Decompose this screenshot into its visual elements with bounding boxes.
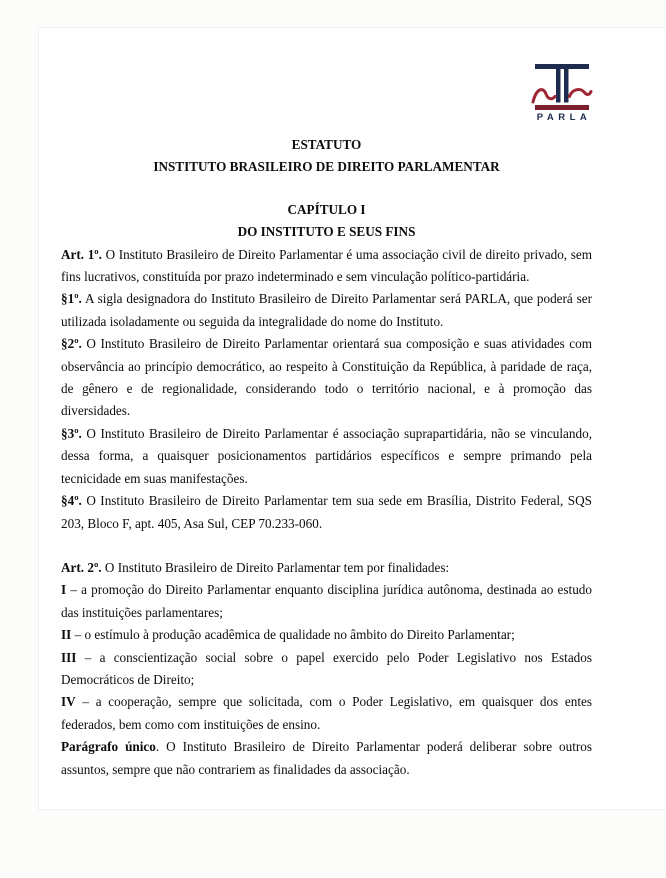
paragraph-text: O Instituto Brasileiro de Direito Parlamentar tem por finalidades:	[101, 559, 450, 575]
chapter-subheading: DO INSTITUTO E SEUS FINS	[237, 224, 416, 240]
paragraph-label: IV	[61, 694, 76, 710]
paragraph-art-1	[61, 244, 592, 289]
document-content	[61, 134, 592, 781]
paragraph-label: §3º.	[61, 425, 82, 441]
paragraph-text: – a cooperação, sempre que solicitada, com o Poder Legislativo, em quaisquer dos entes federados, bem como com instituições de ensino.	[61, 694, 592, 732]
parla-column-icon	[531, 62, 593, 110]
paragraph-label: Parágrafo único	[61, 739, 156, 755]
paragraph-label: §1º.	[61, 291, 82, 307]
chapter-heading: CAPÍTULO I	[287, 201, 366, 217]
document-title: ESTATUTO	[291, 137, 362, 152]
paragraph-item-iv	[61, 691, 592, 736]
paragraph-text: A sigla designadora do Instituto Brasileiro de Direito Parlamentar será PARLA, que poderá ser utilizada isoladamente ou seguida da integralidade do nome do Instituto.	[61, 291, 592, 329]
paragraph-text: O Instituto Brasileiro de Direito Parlamentar orientará sua composição e suas atividades com observância ao princípio democrático, ao respeito à Constituição da República, à paridade de raça, de gênero e de regionalidade, considerando todo o território nacional, e à promoção das diversidades.	[61, 336, 592, 419]
paragraph-label: §2º.	[61, 336, 82, 352]
paragraph-label: I	[61, 582, 67, 598]
paragraph-text: . O Instituto Brasileiro de Direito Parlamentar poderá deliberar sobre outros assuntos, sempre que não contrariem as finalidades da associação.	[61, 739, 592, 777]
paragraph-art1-par3	[61, 423, 592, 490]
paragraph-art-2	[61, 557, 592, 579]
logo-wordmark: PARLA	[536, 112, 592, 123]
paragraph-text: – a conscientização social sobre o papel exercido pelo Poder Legislativo nos Estados Democráticos de Direito;	[61, 649, 592, 687]
paragraph-label: Art. 1º.	[61, 246, 102, 262]
paragraph-text: O Instituto Brasileiro de Direito Parlamentar tem sua sede em Brasília, Distrito Federal, SQS 203, Bloco F, apt. 405, Asa Sul, CEP 70.233-060.	[61, 493, 592, 531]
paragraph-art1-par4	[61, 490, 592, 535]
paragraph-text: – o estímulo à produção acadêmica de qualidade no âmbito do Direito Parlamentar;	[71, 627, 515, 643]
paragraph-item-ii	[61, 624, 592, 646]
paragraph-text: O Instituto Brasileiro de Direito Parlamentar é associação suprapartidária, não se vinculando, dessa forma, a quaisquer posicionamentos partidários específicos e sempre primando pela tecnicidade em suas manifestações.	[61, 425, 592, 486]
parla-logo	[531, 62, 593, 123]
paragraph-art1-par1	[61, 288, 592, 333]
paragraph-item-i	[61, 579, 592, 624]
paragraph-art1-par2	[61, 333, 592, 423]
paragraph-label: III	[61, 649, 77, 665]
paragraph-label: §4º.	[61, 493, 82, 509]
paragraph-paragrafo-unico	[61, 736, 592, 781]
paragraph-item-iii	[61, 647, 592, 692]
paragraph-text: O Instituto Brasileiro de Direito Parlamentar é uma associação civil de direito privado, sem fins lucrativos, constituída por prazo indeterminado e sem vinculação político-partidária.	[61, 246, 592, 285]
paragraph-text: – a promoção do Direito Parlamentar enquanto disciplina jurídica autônoma, destinada ao estudo das instituições parlamentares;	[61, 582, 592, 620]
paragraph-label: II	[61, 627, 72, 643]
paragraph-label: Art. 2º.	[61, 559, 102, 575]
document-subtitle: INSTITUTO BRASILEIRO DE DIREITO PARLAMENTAR	[153, 159, 500, 175]
